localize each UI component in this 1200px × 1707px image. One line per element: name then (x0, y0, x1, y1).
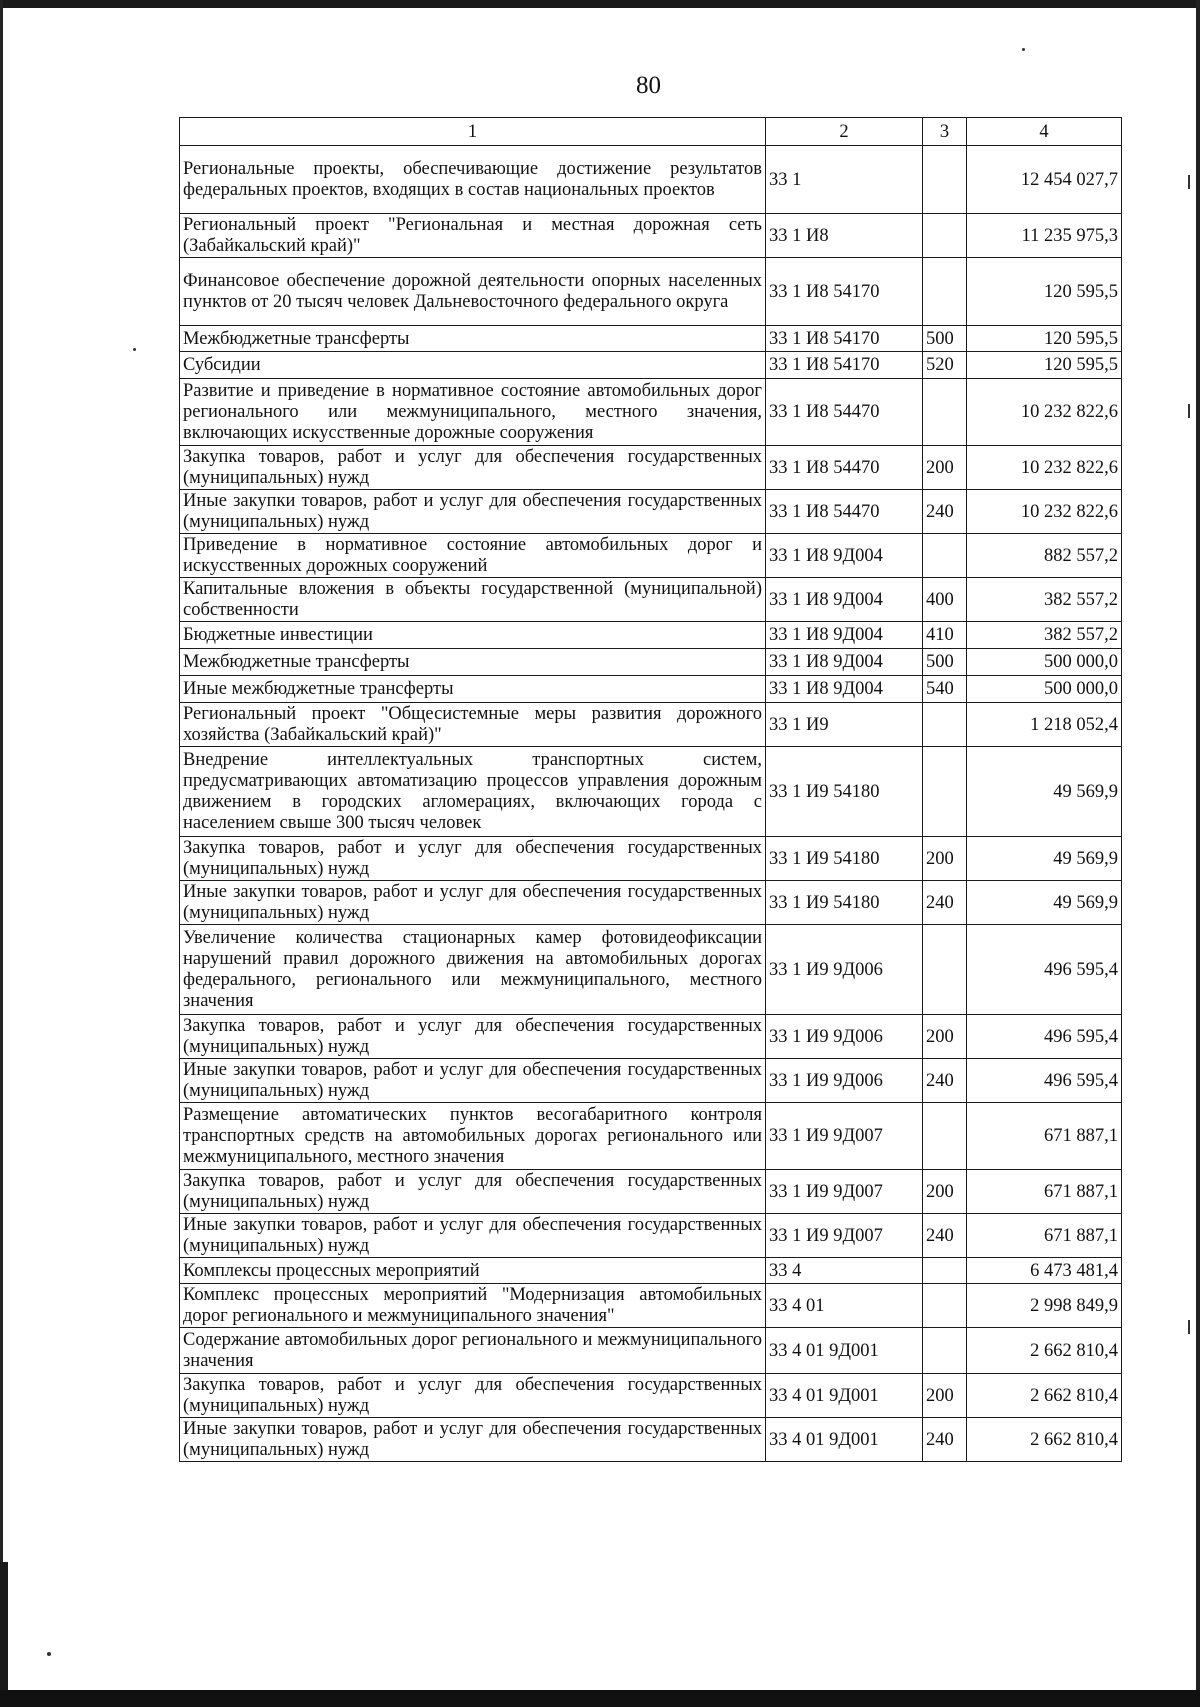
row-expense-type-cell (923, 703, 967, 747)
table-row (180, 490, 1122, 534)
row-expense-type-cell (923, 258, 967, 326)
row-expense-type-cell (923, 747, 967, 837)
row-sum-cell: 10 232 822,6 (967, 379, 1122, 446)
scan-speck (1188, 1320, 1190, 1334)
row-name-cell: Иные закупки товаров, работ и услуг для обеспечения государственных (муниципальных) нужд (180, 490, 766, 534)
scan-speck (1022, 48, 1025, 51)
row-sum-cell: 6 473 481,4 (967, 1258, 1122, 1284)
row-expense-type-cell: 200 (923, 446, 967, 490)
table-row (180, 881, 1122, 925)
table-row (180, 837, 1122, 881)
row-name-cell: Региональный проект "Общесистемные меры развития дорожного хозяйства (Забайкальский край)" (180, 703, 766, 747)
row-sum-cell: 882 557,2 (967, 534, 1122, 578)
row-name-cell: Размещение автоматических пунктов весогабаритного контроля транспортных средств на автомобильных дорогах регионального или межмуниципального, местного значения (180, 1103, 766, 1170)
row-name-cell: Приведение в нормативное состояние автомобильных дорог и искусственных дорожных сооружений (180, 534, 766, 578)
row-code-cell: 33 1 И8 54170 (766, 326, 923, 352)
row-expense-type-cell (923, 379, 967, 446)
row-sum-cell: 496 595,4 (967, 1059, 1122, 1103)
row-expense-type-cell (923, 1328, 967, 1374)
table-row (180, 1258, 1122, 1284)
row-code-cell: 33 1 И9 (766, 703, 923, 747)
row-code-cell: 33 1 И8 9Д004 (766, 622, 923, 649)
table-row (180, 1328, 1122, 1374)
table-row (180, 214, 1122, 258)
row-expense-type-cell: 410 (923, 622, 967, 649)
scan-right-border (1196, 0, 1200, 1707)
row-name-cell: Межбюджетные трансферты (180, 649, 766, 676)
row-name-cell: Межбюджетные трансферты (180, 326, 766, 352)
row-name-cell: Иные закупки товаров, работ и услуг для обеспечения государственных (муниципальных) нужд (180, 881, 766, 925)
row-name-cell: Внедрение интеллектуальных транспортных систем, предусматривающих автоматизацию процессов управления дорожным движением в городских агломерациях, включающих города с населением свыше 300 тысяч человек (180, 747, 766, 837)
row-code-cell: 33 1 И8 54170 (766, 352, 923, 379)
table-row (180, 1015, 1122, 1059)
row-sum-cell: 671 887,1 (967, 1214, 1122, 1258)
scan-bottom-border (0, 1690, 1200, 1707)
row-name-cell: Закупка товаров, работ и услуг для обеспечения государственных (муниципальных) нужд (180, 1374, 766, 1418)
column-header: 3 (923, 118, 967, 146)
scan-speck (1188, 404, 1190, 418)
table-row (180, 1418, 1122, 1462)
row-code-cell: 33 1 И8 9Д004 (766, 676, 923, 703)
row-name-cell: Бюджетные инвестиции (180, 622, 766, 649)
row-name-cell: Содержание автомобильных дорог регионального и межмуниципального значения (180, 1328, 766, 1374)
row-code-cell: 33 1 И8 54470 (766, 379, 923, 446)
table-body (180, 146, 1122, 1462)
table-row (180, 925, 1122, 1015)
row-sum-cell: 496 595,4 (967, 1015, 1122, 1059)
row-code-cell: 33 1 И9 54180 (766, 747, 923, 837)
table-header-row (180, 118, 1122, 146)
table-row (180, 1214, 1122, 1258)
row-expense-type-cell (923, 1103, 967, 1170)
row-code-cell: 33 1 И9 9Д006 (766, 1015, 923, 1059)
table-row (180, 622, 1122, 649)
row-sum-cell: 500 000,0 (967, 649, 1122, 676)
row-expense-type-cell (923, 214, 967, 258)
row-sum-cell: 671 887,1 (967, 1103, 1122, 1170)
row-code-cell: 33 1 И8 54470 (766, 490, 923, 534)
row-sum-cell: 120 595,5 (967, 326, 1122, 352)
row-expense-type-cell: 540 (923, 676, 967, 703)
row-code-cell: 33 1 И9 9Д007 (766, 1214, 923, 1258)
table-row (180, 747, 1122, 837)
row-code-cell: 33 1 И8 9Д004 (766, 578, 923, 622)
row-expense-type-cell: 400 (923, 578, 967, 622)
row-name-cell: Иные закупки товаров, работ и услуг для обеспечения государственных (муниципальных) нужд (180, 1059, 766, 1103)
row-code-cell: 33 1 И8 9Д004 (766, 534, 923, 578)
scan-left-mark (0, 1562, 8, 1690)
table-row (180, 534, 1122, 578)
row-name-cell: Увеличение количества стационарных камер фотовидеофиксации нарушений правил дорожного движения на автомобильных дорогах федерального, регионального или межмуниципального, местного значения (180, 925, 766, 1015)
row-sum-cell: 12 454 027,7 (967, 146, 1122, 214)
table-row (180, 1059, 1122, 1103)
column-header: 1 (180, 118, 766, 146)
row-sum-cell: 496 595,4 (967, 925, 1122, 1015)
scan-left-border (0, 0, 3, 1707)
row-expense-type-cell: 240 (923, 1418, 967, 1462)
budget-table (179, 117, 1122, 1462)
table-row (180, 258, 1122, 326)
scan-speck (1188, 175, 1190, 189)
row-name-cell: Финансовое обеспечение дорожной деятельности опорных населенных пунктов от 20 тысяч человек Дальневосточного федерального округа (180, 258, 766, 326)
table-row (180, 1170, 1122, 1214)
row-sum-cell: 120 595,5 (967, 352, 1122, 379)
row-expense-type-cell (923, 146, 967, 214)
row-sum-cell: 500 000,0 (967, 676, 1122, 703)
page-number: 80 (636, 72, 661, 99)
row-sum-cell: 11 235 975,3 (967, 214, 1122, 258)
row-name-cell: Закупка товаров, работ и услуг для обеспечения государственных (муниципальных) нужд (180, 1170, 766, 1214)
row-name-cell: Иные межбюджетные трансферты (180, 676, 766, 703)
row-code-cell: 33 1 И9 9Д007 (766, 1103, 923, 1170)
scan-top-border (0, 0, 1200, 8)
row-expense-type-cell (923, 925, 967, 1015)
row-expense-type-cell: 520 (923, 352, 967, 379)
row-name-cell: Закупка товаров, работ и услуг для обеспечения государственных (муниципальных) нужд (180, 837, 766, 881)
row-code-cell: 33 1 И9 54180 (766, 837, 923, 881)
table-row (180, 578, 1122, 622)
row-code-cell: 33 1 И9 9Д006 (766, 925, 923, 1015)
row-name-cell: Иные закупки товаров, работ и услуг для обеспечения государственных (муниципальных) нужд (180, 1214, 766, 1258)
table-row (180, 1284, 1122, 1328)
row-expense-type-cell (923, 1284, 967, 1328)
row-sum-cell: 2 998 849,9 (967, 1284, 1122, 1328)
row-expense-type-cell: 500 (923, 326, 967, 352)
row-sum-cell: 2 662 810,4 (967, 1418, 1122, 1462)
row-code-cell: 33 1 И8 54170 (766, 258, 923, 326)
row-code-cell: 33 1 И9 9Д007 (766, 1170, 923, 1214)
row-name-cell: Закупка товаров, работ и услуг для обеспечения государственных (муниципальных) нужд (180, 446, 766, 490)
table-row (180, 703, 1122, 747)
scan-speck (47, 1652, 51, 1656)
row-name-cell: Развитие и приведение в нормативное состояние автомобильных дорог регионального или межмуниципального, местного значения, включающих искусственные дорожные сооружения (180, 379, 766, 446)
column-header: 4 (967, 118, 1122, 146)
row-code-cell: 33 4 01 9Д001 (766, 1328, 923, 1374)
table-row (180, 1374, 1122, 1418)
row-expense-type-cell: 200 (923, 1374, 967, 1418)
row-name-cell: Иные закупки товаров, работ и услуг для обеспечения государственных (муниципальных) нужд (180, 1418, 766, 1462)
row-code-cell: 33 1 И8 9Д004 (766, 649, 923, 676)
row-sum-cell: 2 662 810,4 (967, 1374, 1122, 1418)
row-name-cell: Комплекс процессных мероприятий "Модернизация автомобильных дорог регионального и межмуниципального значения" (180, 1284, 766, 1328)
row-sum-cell: 49 569,9 (967, 747, 1122, 837)
table-row (180, 146, 1122, 214)
row-sum-cell: 10 232 822,6 (967, 490, 1122, 534)
row-name-cell: Комплексы процессных мероприятий (180, 1258, 766, 1284)
row-expense-type-cell: 240 (923, 881, 967, 925)
row-code-cell: 33 4 01 (766, 1284, 923, 1328)
table-row (180, 649, 1122, 676)
row-code-cell: 33 1 И9 9Д006 (766, 1059, 923, 1103)
row-code-cell: 33 1 И9 54180 (766, 881, 923, 925)
row-sum-cell: 382 557,2 (967, 622, 1122, 649)
row-code-cell: 33 1 И8 54470 (766, 446, 923, 490)
row-expense-type-cell: 240 (923, 490, 967, 534)
row-sum-cell: 120 595,5 (967, 258, 1122, 326)
row-sum-cell: 1 218 052,4 (967, 703, 1122, 747)
table-row (180, 326, 1122, 352)
table-row (180, 676, 1122, 703)
row-name-cell: Региональные проекты, обеспечивающие достижение результатов федеральных проектов, входящих в состав национальных проектов (180, 146, 766, 214)
row-code-cell: 33 4 (766, 1258, 923, 1284)
row-expense-type-cell: 200 (923, 1170, 967, 1214)
row-code-cell: 33 1 (766, 146, 923, 214)
row-code-cell: 33 1 И8 (766, 214, 923, 258)
row-code-cell: 33 4 01 9Д001 (766, 1418, 923, 1462)
row-sum-cell: 671 887,1 (967, 1170, 1122, 1214)
scan-speck (133, 348, 136, 351)
row-sum-cell: 10 232 822,6 (967, 446, 1122, 490)
row-code-cell: 33 4 01 9Д001 (766, 1374, 923, 1418)
row-expense-type-cell (923, 534, 967, 578)
table-row (180, 352, 1122, 379)
table-row (180, 446, 1122, 490)
row-expense-type-cell (923, 1258, 967, 1284)
row-name-cell: Закупка товаров, работ и услуг для обеспечения государственных (муниципальных) нужд (180, 1015, 766, 1059)
row-expense-type-cell: 200 (923, 837, 967, 881)
row-name-cell: Субсидии (180, 352, 766, 379)
row-name-cell: Капитальные вложения в объекты государственной (муниципальной) собственности (180, 578, 766, 622)
row-expense-type-cell: 500 (923, 649, 967, 676)
row-expense-type-cell: 200 (923, 1015, 967, 1059)
row-sum-cell: 2 662 810,4 (967, 1328, 1122, 1374)
row-expense-type-cell: 240 (923, 1059, 967, 1103)
row-name-cell: Региональный проект "Региональная и местная дорожная сеть (Забайкальский край)" (180, 214, 766, 258)
column-header: 2 (766, 118, 923, 146)
table-row (180, 379, 1122, 446)
row-sum-cell: 382 557,2 (967, 578, 1122, 622)
row-expense-type-cell: 240 (923, 1214, 967, 1258)
row-sum-cell: 49 569,9 (967, 881, 1122, 925)
table-row (180, 1103, 1122, 1170)
row-sum-cell: 49 569,9 (967, 837, 1122, 881)
